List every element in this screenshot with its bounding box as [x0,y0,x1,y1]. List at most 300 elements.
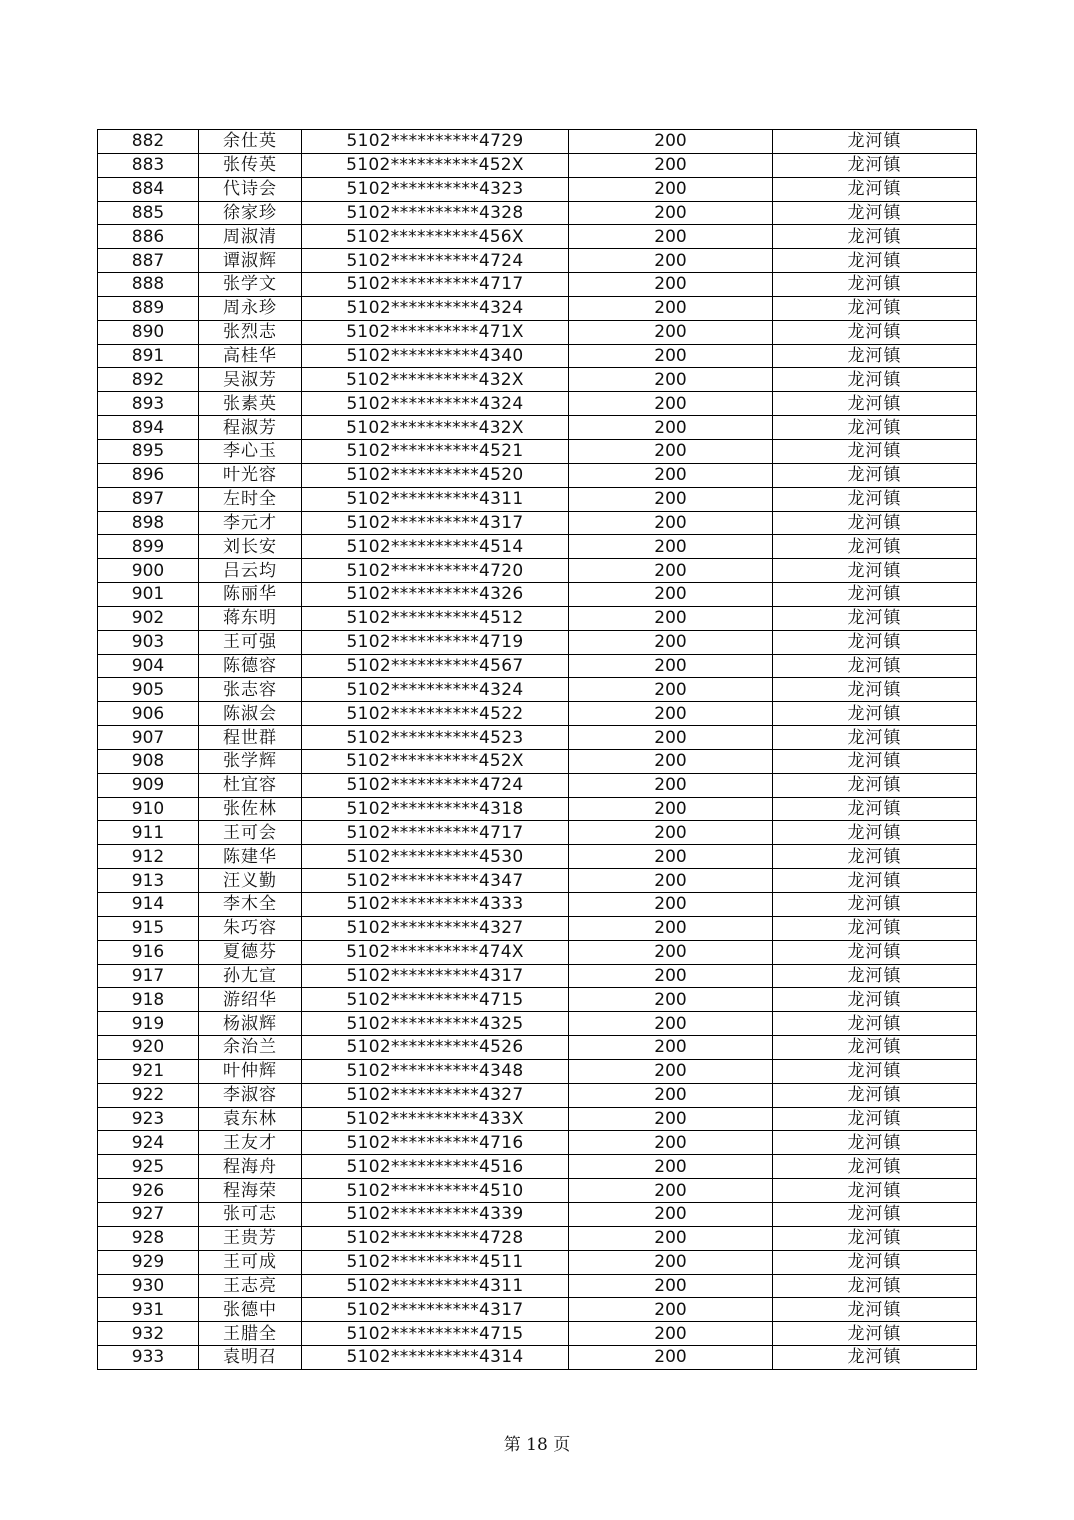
row-number-cell: 902 [98,606,199,630]
amount-cell: 200 [569,296,773,320]
town-cell: 龙河镇 [773,1346,977,1370]
name-cell: 程海舟 [199,1155,302,1179]
table-row [98,1083,977,1107]
row-number-cell: 930 [98,1274,199,1298]
table-row [98,153,977,177]
amount-cell: 200 [569,463,773,487]
row-number-cell: 905 [98,678,199,702]
row-number-cell: 892 [98,368,199,392]
town-cell: 龙河镇 [773,797,977,821]
amount-cell: 200 [569,130,773,154]
id-number-cell: 5102**********4720 [302,559,569,583]
row-number-cell: 919 [98,1012,199,1036]
town-cell: 龙河镇 [773,678,977,702]
amount-cell: 200 [569,1083,773,1107]
name-cell: 左时全 [199,487,302,511]
row-number-cell: 887 [98,249,199,273]
table-row [98,177,977,201]
table-row [98,1059,977,1083]
town-cell: 龙河镇 [773,201,977,225]
amount-cell: 200 [569,1226,773,1250]
amount-cell: 200 [569,964,773,988]
table-row [98,439,977,463]
name-cell: 张学文 [199,273,302,297]
row-number-cell: 924 [98,1131,199,1155]
id-number-cell: 5102**********4729 [302,130,569,154]
id-number-cell: 5102**********432X [302,368,569,392]
table-row [98,130,977,154]
id-number-cell: 5102**********4717 [302,273,569,297]
id-number-cell: 5102**********4311 [302,1274,569,1298]
amount-cell: 200 [569,1250,773,1274]
row-number-cell: 932 [98,1322,199,1346]
name-cell: 游绍华 [199,988,302,1012]
town-cell: 龙河镇 [773,1131,977,1155]
name-cell: 夏德芬 [199,940,302,964]
id-number-cell: 5102**********471X [302,320,569,344]
row-number-cell: 927 [98,1202,199,1226]
town-cell: 龙河镇 [773,368,977,392]
name-cell: 徐家珍 [199,201,302,225]
id-number-cell: 5102**********4340 [302,344,569,368]
name-cell: 周淑清 [199,225,302,249]
id-number-cell: 5102**********433X [302,1107,569,1131]
town-cell: 龙河镇 [773,1322,977,1346]
row-number-cell: 931 [98,1298,199,1322]
row-number-cell: 897 [98,487,199,511]
name-cell: 张佐林 [199,797,302,821]
table-row [98,869,977,893]
id-number-cell: 5102**********4526 [302,1036,569,1060]
town-cell: 龙河镇 [773,153,977,177]
table-row [98,249,977,273]
amount-cell: 200 [569,940,773,964]
row-number-cell: 922 [98,1083,199,1107]
amount-cell: 200 [569,487,773,511]
town-cell: 龙河镇 [773,940,977,964]
name-cell: 王志亮 [199,1274,302,1298]
name-cell: 代诗会 [199,177,302,201]
town-cell: 龙河镇 [773,749,977,773]
row-number-cell: 923 [98,1107,199,1131]
town-cell: 龙河镇 [773,225,977,249]
row-number-cell: 907 [98,726,199,750]
name-cell: 程海荣 [199,1179,302,1203]
table-row [98,463,977,487]
name-cell: 余仕英 [199,130,302,154]
table-row [98,1202,977,1226]
amount-cell: 200 [569,749,773,773]
name-cell: 谭淑辉 [199,249,302,273]
id-number-cell: 5102**********4512 [302,606,569,630]
town-cell: 龙河镇 [773,320,977,344]
id-number-cell: 5102**********4324 [302,392,569,416]
table-row [98,583,977,607]
amount-cell: 200 [569,654,773,678]
table-row [98,344,977,368]
row-number-cell: 929 [98,1250,199,1274]
id-number-cell: 5102**********4516 [302,1155,569,1179]
id-number-cell: 5102**********4728 [302,1226,569,1250]
town-cell: 龙河镇 [773,606,977,630]
name-cell: 刘长安 [199,535,302,559]
town-cell: 龙河镇 [773,535,977,559]
amount-cell: 200 [569,1274,773,1298]
name-cell: 陈丽华 [199,583,302,607]
id-number-cell: 5102**********4724 [302,773,569,797]
table-row [98,678,977,702]
name-cell: 陈淑会 [199,702,302,726]
table-row [98,749,977,773]
amount-cell: 200 [569,153,773,177]
town-cell: 龙河镇 [773,1298,977,1322]
town-cell: 龙河镇 [773,630,977,654]
amount-cell: 200 [569,1155,773,1179]
table-row [98,1155,977,1179]
amount-cell: 200 [569,893,773,917]
name-cell: 程世群 [199,726,302,750]
id-number-cell: 5102**********4317 [302,511,569,535]
table-row [98,1346,977,1370]
amount-cell: 200 [569,392,773,416]
amount-cell: 200 [569,1107,773,1131]
row-number-cell: 883 [98,153,199,177]
row-number-cell: 908 [98,749,199,773]
id-number-cell: 5102**********432X [302,416,569,440]
amount-cell: 200 [569,606,773,630]
table-row [98,1012,977,1036]
id-number-cell: 5102**********4521 [302,439,569,463]
town-cell: 龙河镇 [773,583,977,607]
name-cell: 吕云均 [199,559,302,583]
row-number-cell: 888 [98,273,199,297]
id-number-cell: 5102**********4328 [302,201,569,225]
row-number-cell: 884 [98,177,199,201]
amount-cell: 200 [569,320,773,344]
town-cell: 龙河镇 [773,1179,977,1203]
id-number-cell: 5102**********474X [302,940,569,964]
table-row [98,1107,977,1131]
name-cell: 孙尢宣 [199,964,302,988]
name-cell: 张传英 [199,153,302,177]
table-row [98,1298,977,1322]
amount-cell: 200 [569,249,773,273]
name-cell: 杜宜容 [199,773,302,797]
table-row [98,845,977,869]
row-number-cell: 916 [98,940,199,964]
id-number-cell: 5102**********4347 [302,869,569,893]
table-row [98,511,977,535]
town-cell: 龙河镇 [773,773,977,797]
row-number-cell: 912 [98,845,199,869]
row-number-cell: 921 [98,1059,199,1083]
amount-cell: 200 [569,368,773,392]
name-cell: 张志容 [199,678,302,702]
name-cell: 李木全 [199,893,302,917]
table-row [98,273,977,297]
name-cell: 李心玉 [199,439,302,463]
id-number-cell: 5102**********4325 [302,1012,569,1036]
row-number-cell: 920 [98,1036,199,1060]
town-cell: 龙河镇 [773,487,977,511]
id-number-cell: 5102**********4520 [302,463,569,487]
amount-cell: 200 [569,869,773,893]
name-cell: 王腊全 [199,1322,302,1346]
table-row [98,368,977,392]
row-number-cell: 885 [98,201,199,225]
town-cell: 龙河镇 [773,177,977,201]
table-row [98,296,977,320]
id-number-cell: 5102**********4317 [302,1298,569,1322]
town-cell: 龙河镇 [773,1107,977,1131]
row-number-cell: 889 [98,296,199,320]
amount-cell: 200 [569,201,773,225]
table-row [98,606,977,630]
table-row [98,1250,977,1274]
town-cell: 龙河镇 [773,392,977,416]
name-cell: 周永珍 [199,296,302,320]
table-row [98,1036,977,1060]
table-row [98,940,977,964]
id-number-cell: 5102**********452X [302,749,569,773]
row-number-cell: 906 [98,702,199,726]
id-number-cell: 5102**********4318 [302,797,569,821]
town-cell: 龙河镇 [773,511,977,535]
amount-cell: 200 [569,225,773,249]
table-row [98,559,977,583]
town-cell: 龙河镇 [773,1012,977,1036]
row-number-cell: 890 [98,320,199,344]
name-cell: 张素英 [199,392,302,416]
id-number-cell: 5102**********4324 [302,678,569,702]
amount-cell: 200 [569,1059,773,1083]
town-cell: 龙河镇 [773,1059,977,1083]
row-number-cell: 913 [98,869,199,893]
name-cell: 吴淑芳 [199,368,302,392]
id-number-cell: 5102**********4323 [302,177,569,201]
amount-cell: 200 [569,988,773,1012]
id-number-cell: 5102**********456X [302,225,569,249]
town-cell: 龙河镇 [773,296,977,320]
id-number-cell: 5102**********4511 [302,1250,569,1274]
id-number-cell: 5102**********4324 [302,296,569,320]
amount-cell: 200 [569,1179,773,1203]
table-row [98,916,977,940]
amount-cell: 200 [569,1131,773,1155]
amount-cell: 200 [569,916,773,940]
id-number-cell: 5102**********4317 [302,964,569,988]
town-cell: 龙河镇 [773,416,977,440]
table-row [98,225,977,249]
amount-cell: 200 [569,559,773,583]
name-cell: 李元才 [199,511,302,535]
amount-cell: 200 [569,1012,773,1036]
row-number-cell: 915 [98,916,199,940]
name-cell: 杨淑辉 [199,1012,302,1036]
id-number-cell: 5102**********4715 [302,988,569,1012]
row-number-cell: 917 [98,964,199,988]
town-cell: 龙河镇 [773,249,977,273]
row-number-cell: 914 [98,893,199,917]
roster-body [98,130,977,1370]
row-number-cell: 925 [98,1155,199,1179]
town-cell: 龙河镇 [773,1226,977,1250]
page-number: 第 18 页 [503,1435,571,1455]
name-cell: 张学辉 [199,749,302,773]
town-cell: 龙河镇 [773,1202,977,1226]
table-row [98,1274,977,1298]
row-number-cell: 891 [98,344,199,368]
amount-cell: 200 [569,678,773,702]
table-row [98,320,977,344]
town-cell: 龙河镇 [773,988,977,1012]
row-number-cell: 911 [98,821,199,845]
table-row [98,487,977,511]
amount-cell: 200 [569,439,773,463]
town-cell: 龙河镇 [773,439,977,463]
row-number-cell: 886 [98,225,199,249]
amount-cell: 200 [569,1346,773,1370]
id-number-cell: 5102**********4522 [302,702,569,726]
name-cell: 陈建华 [199,845,302,869]
table-row [98,797,977,821]
name-cell: 蒋东明 [199,606,302,630]
town-cell: 龙河镇 [773,559,977,583]
amount-cell: 200 [569,726,773,750]
table-row [98,726,977,750]
id-number-cell: 5102**********4311 [302,487,569,511]
id-number-cell: 5102**********4567 [302,654,569,678]
amount-cell: 200 [569,630,773,654]
table-row [98,821,977,845]
id-number-cell: 5102**********4339 [302,1202,569,1226]
table-row [98,964,977,988]
name-cell: 王可会 [199,821,302,845]
row-number-cell: 918 [98,988,199,1012]
town-cell: 龙河镇 [773,869,977,893]
id-number-cell: 5102**********452X [302,153,569,177]
town-cell: 龙河镇 [773,1083,977,1107]
amount-cell: 200 [569,702,773,726]
town-cell: 龙河镇 [773,1274,977,1298]
amount-cell: 200 [569,344,773,368]
table-row [98,1322,977,1346]
name-cell: 高桂华 [199,344,302,368]
name-cell: 王友才 [199,1131,302,1155]
table-row [98,1179,977,1203]
row-number-cell: 899 [98,535,199,559]
amount-cell: 200 [569,845,773,869]
town-cell: 龙河镇 [773,916,977,940]
name-cell: 李淑容 [199,1083,302,1107]
name-cell: 叶仲辉 [199,1059,302,1083]
table-row [98,201,977,225]
amount-cell: 200 [569,511,773,535]
table-row [98,893,977,917]
name-cell: 王可强 [199,630,302,654]
town-cell: 龙河镇 [773,1250,977,1274]
town-cell: 龙河镇 [773,463,977,487]
id-number-cell: 5102**********4327 [302,1083,569,1107]
row-number-cell: 910 [98,797,199,821]
name-cell: 陈德容 [199,654,302,678]
row-number-cell: 894 [98,416,199,440]
row-number-cell: 898 [98,511,199,535]
id-number-cell: 5102**********4530 [302,845,569,869]
row-number-cell: 903 [98,630,199,654]
amount-cell: 200 [569,273,773,297]
subsidy-roster-table [97,129,977,1370]
name-cell: 余治兰 [199,1036,302,1060]
amount-cell: 200 [569,773,773,797]
amount-cell: 200 [569,1202,773,1226]
table-row [98,773,977,797]
row-number-cell: 895 [98,439,199,463]
amount-cell: 200 [569,416,773,440]
name-cell: 张可志 [199,1202,302,1226]
town-cell: 龙河镇 [773,893,977,917]
id-number-cell: 5102**********4327 [302,916,569,940]
id-number-cell: 5102**********4523 [302,726,569,750]
table-row [98,702,977,726]
table-row [98,654,977,678]
table-row [98,988,977,1012]
amount-cell: 200 [569,821,773,845]
row-number-cell: 928 [98,1226,199,1250]
name-cell: 程淑芳 [199,416,302,440]
id-number-cell: 5102**********4719 [302,630,569,654]
town-cell: 龙河镇 [773,726,977,750]
name-cell: 王可成 [199,1250,302,1274]
row-number-cell: 904 [98,654,199,678]
name-cell: 叶光容 [199,463,302,487]
table-row [98,416,977,440]
name-cell: 张烈志 [199,320,302,344]
row-number-cell: 933 [98,1346,199,1370]
amount-cell: 200 [569,1036,773,1060]
row-number-cell: 901 [98,583,199,607]
name-cell: 汪义勤 [199,869,302,893]
id-number-cell: 5102**********4715 [302,1322,569,1346]
town-cell: 龙河镇 [773,344,977,368]
row-number-cell: 893 [98,392,199,416]
id-number-cell: 5102**********4510 [302,1179,569,1203]
row-number-cell: 909 [98,773,199,797]
name-cell: 袁东林 [199,1107,302,1131]
table-row [98,392,977,416]
name-cell: 王贵芳 [199,1226,302,1250]
id-number-cell: 5102**********4333 [302,893,569,917]
row-number-cell: 926 [98,1179,199,1203]
amount-cell: 200 [569,177,773,201]
row-number-cell: 882 [98,130,199,154]
amount-cell: 200 [569,535,773,559]
name-cell: 袁明召 [199,1346,302,1370]
id-number-cell: 5102**********4716 [302,1131,569,1155]
amount-cell: 200 [569,583,773,607]
id-number-cell: 5102**********4717 [302,821,569,845]
id-number-cell: 5102**********4314 [302,1346,569,1370]
table-row [98,630,977,654]
row-number-cell: 896 [98,463,199,487]
town-cell: 龙河镇 [773,845,977,869]
amount-cell: 200 [569,1298,773,1322]
amount-cell: 200 [569,797,773,821]
town-cell: 龙河镇 [773,1155,977,1179]
table-row [98,1226,977,1250]
amount-cell: 200 [569,1322,773,1346]
row-number-cell: 900 [98,559,199,583]
